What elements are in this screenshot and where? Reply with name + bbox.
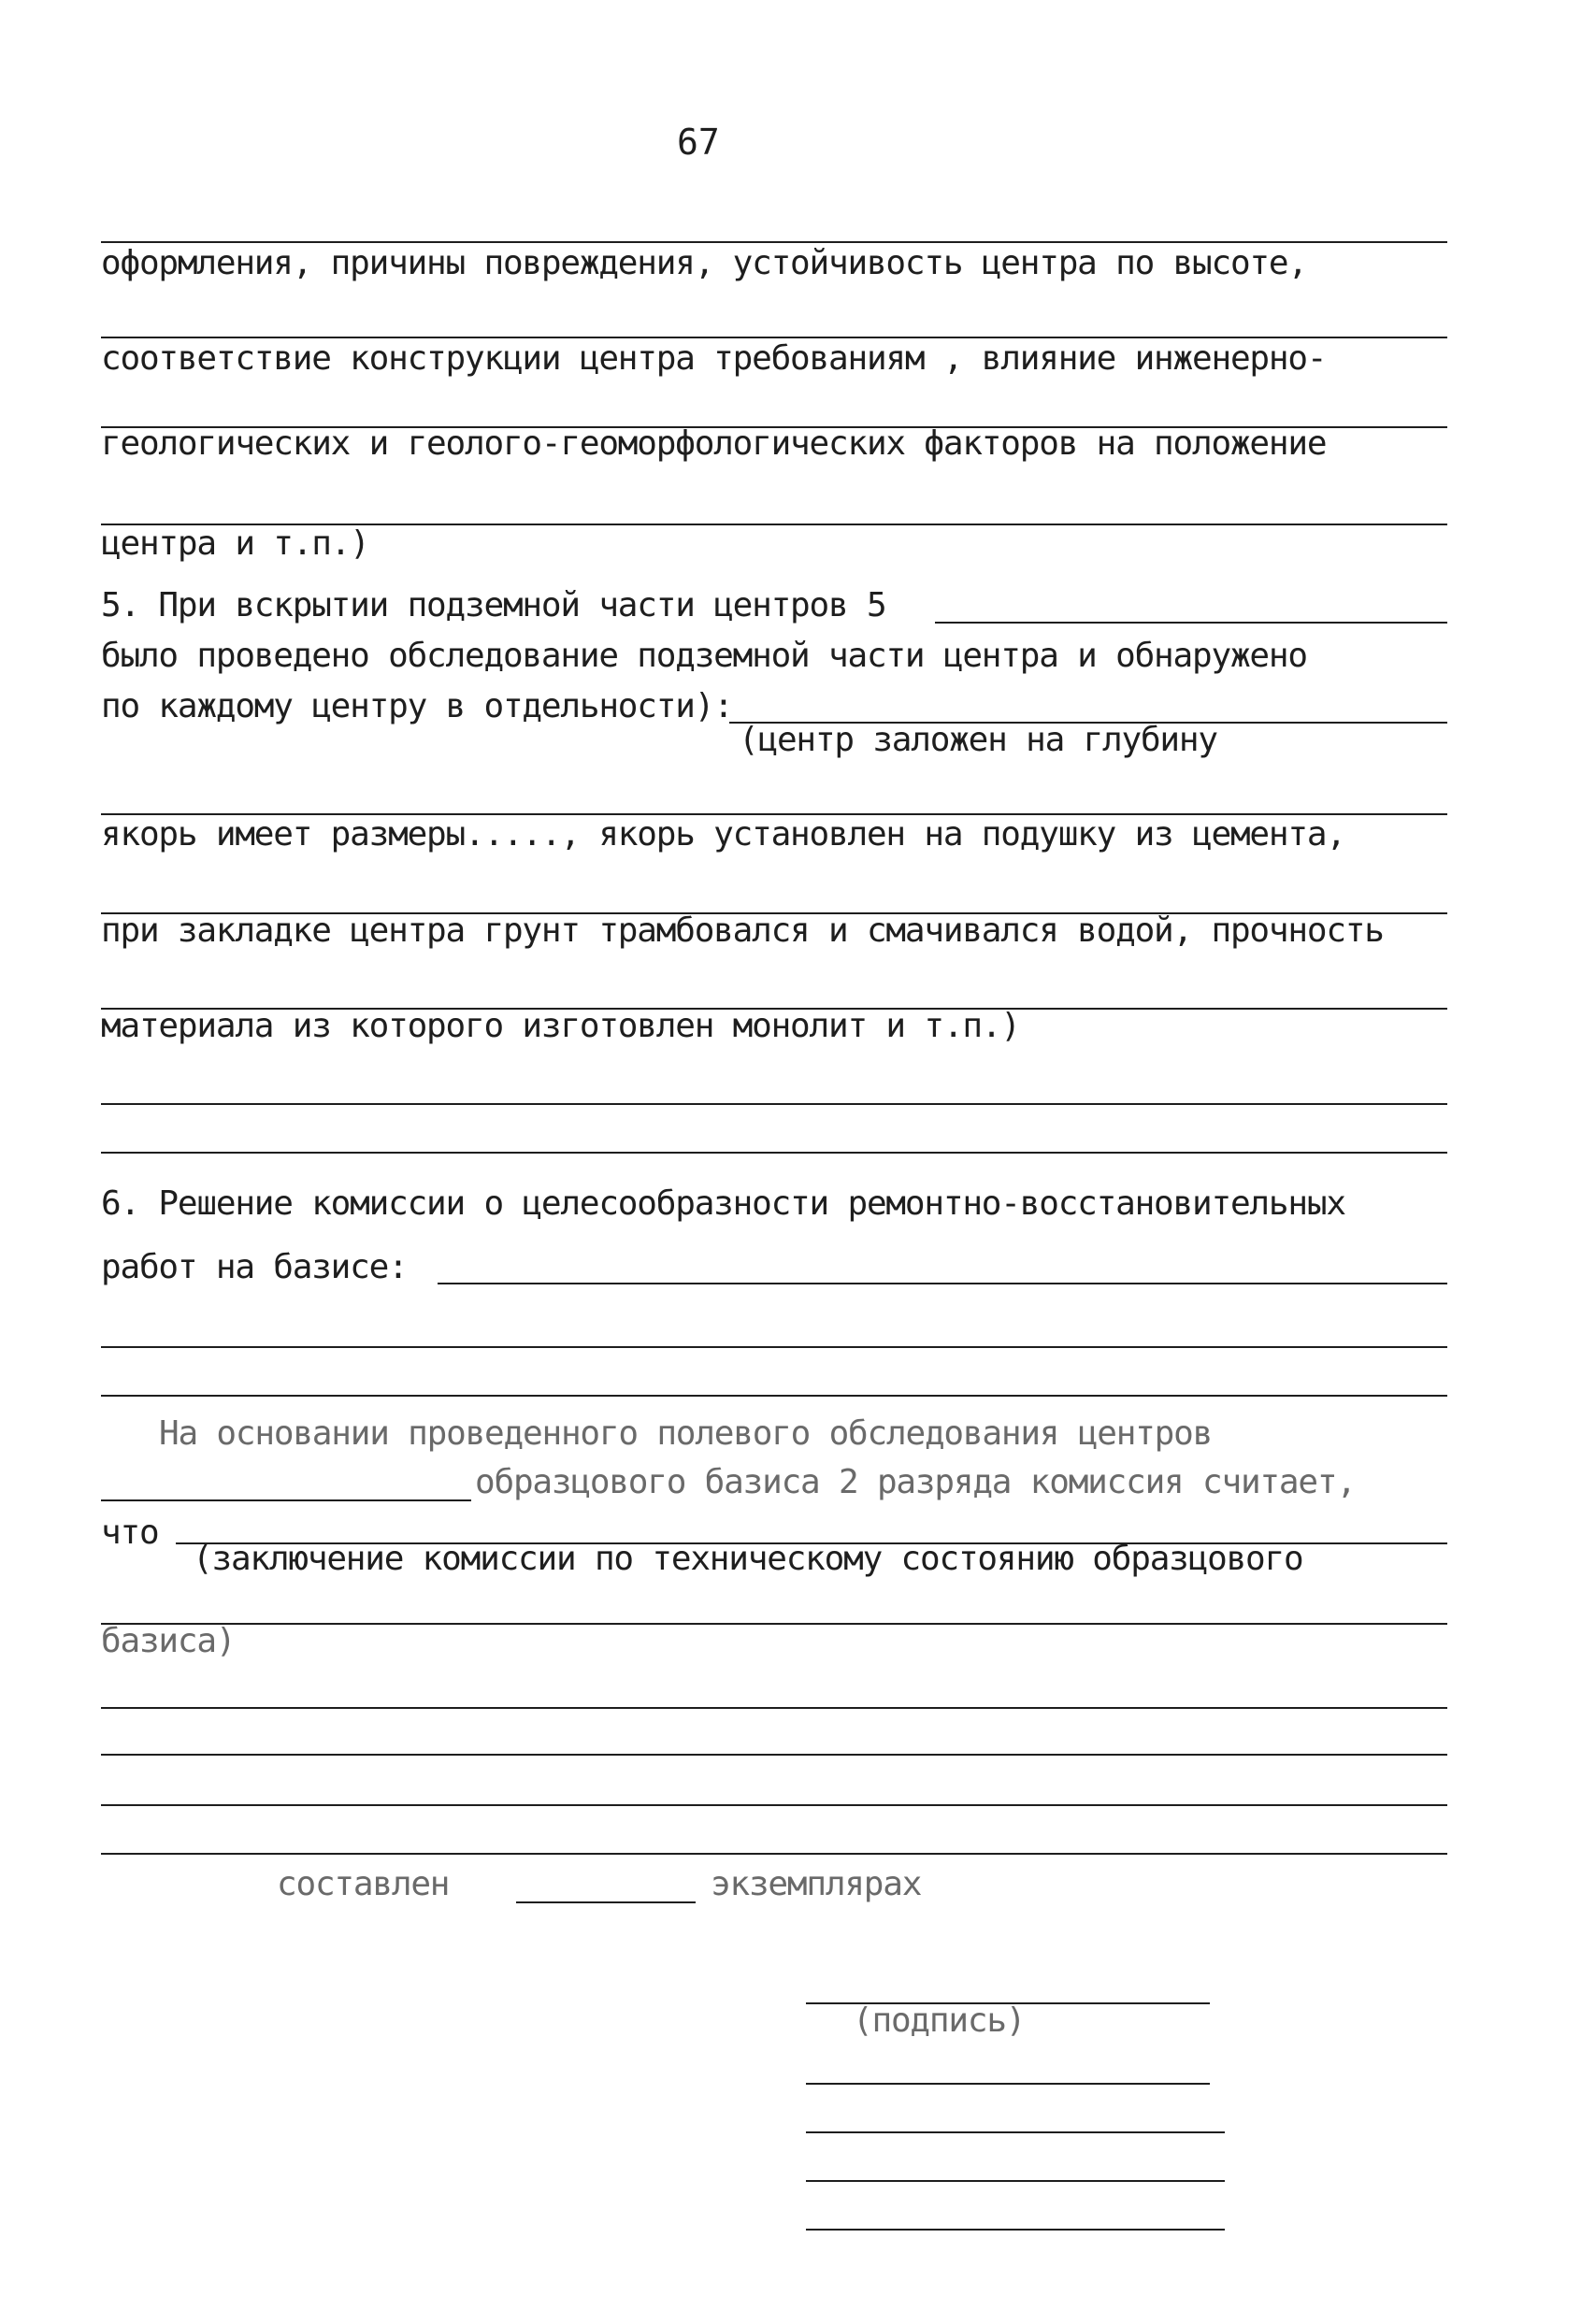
- copies-count-line: [516, 1901, 696, 1903]
- conclusion-line1: На основании проведенного полевого обследования центров: [159, 1414, 1213, 1453]
- section5-hint2: якорь имеет размеры....., якорь установлен на подушку из цемента,: [101, 815, 1345, 854]
- section4-line3: геологических и геолого-геоморфологических факторов на положение: [101, 424, 1327, 463]
- conclusion-line3: что: [101, 1513, 159, 1552]
- rule: [101, 337, 1447, 338]
- section4-line2: соответствие конструкции центра требованиям , влияние инженерно-: [101, 339, 1327, 378]
- conclusion-line2: образцового базиса 2 разряда комиссия считает,: [475, 1463, 1356, 1501]
- rule: [935, 622, 1447, 624]
- section5-hint3: при закладке центра грунт трамбовался и смачивался водой, прочность: [101, 911, 1384, 950]
- rule: [101, 1804, 1447, 1806]
- composed-label: составлен: [277, 1865, 450, 1903]
- section5-line3: по каждому центру в отдельности):: [101, 687, 733, 725]
- conclusion-hint2: базиса): [101, 1622, 236, 1660]
- signature-line: [806, 2131, 1225, 2133]
- section5-hint1: (центр заложен на глубину: [739, 721, 1217, 759]
- rule: [101, 1499, 471, 1501]
- conclusion-hint1: (заключение комиссии по техническому состоянию образцового: [193, 1540, 1303, 1578]
- section6-line1: 6. Решение комиссии о целесообразности ремонтно-восстановительных: [101, 1184, 1345, 1223]
- signature-line: [806, 2180, 1225, 2182]
- rule: [101, 1152, 1447, 1154]
- rule: [438, 1283, 1447, 1284]
- rule: [101, 1707, 1447, 1709]
- rule: [101, 1395, 1447, 1397]
- section5-hint4: материала из которого изготовлен монолит и т.п.): [101, 1007, 1020, 1045]
- rule: [101, 1623, 1447, 1625]
- rule: [101, 241, 1447, 243]
- rule: [101, 1754, 1447, 1756]
- section6-line2: работ на базисе:: [101, 1248, 408, 1286]
- section4-line1: оформления, причины повреждения, устойчивость центра по высоте,: [101, 244, 1307, 282]
- section4-line4: центра и т.п.): [101, 524, 369, 563]
- copies-label: экземплярах: [711, 1865, 922, 1903]
- rule: [101, 1346, 1447, 1348]
- signature-label: (подпись): [853, 2001, 1026, 2040]
- signature-line: [806, 2083, 1210, 2085]
- section5-line2: было проведено обследование подземной части центра и обнаружено: [101, 637, 1307, 675]
- page-number: 67: [677, 122, 720, 163]
- section5-line1: 5. При вскрытии подземной части центров 5: [101, 586, 886, 624]
- signature-line: [806, 2229, 1225, 2231]
- rule: [101, 1103, 1447, 1105]
- rule: [101, 1853, 1447, 1855]
